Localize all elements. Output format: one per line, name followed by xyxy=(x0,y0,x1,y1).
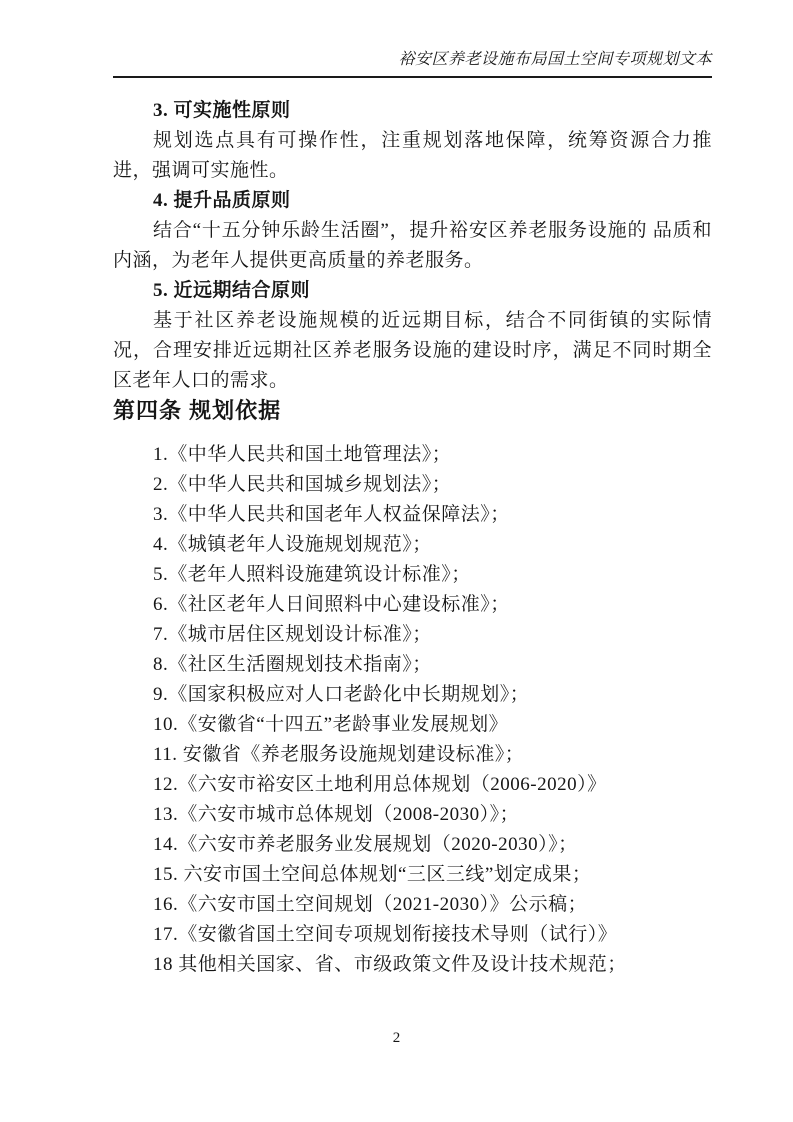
reference-item: 5.《老年人照料设施建筑设计标准》； xyxy=(153,564,471,585)
reference-item: 10.《安徽省“十四五”老龄事业发展规划》 xyxy=(153,714,509,735)
page-content xyxy=(113,96,712,980)
page-number: 2 xyxy=(392,1030,401,1046)
reference-item: 8.《社区生活圈规划技术指南》； xyxy=(153,654,432,675)
reference-item: 16.《六安市国土空间规划（2021-2030）》公示稿； xyxy=(153,894,588,915)
principle-heading-4: 4. 提升品质原则 xyxy=(153,190,291,211)
reference-item: 2.《中华人民共和国城乡规划法》； xyxy=(153,474,452,495)
reference-item: 13.《六安市城市总体规划（2008-2030）》； xyxy=(153,804,520,825)
reference-item: 4.《城镇老年人设施规划规范》； xyxy=(153,534,432,555)
article-heading: 第四条 规划依据 xyxy=(113,398,282,423)
principle-body-4: 结合“十五分钟乐龄生活圈”，提升裕安区养老服务设施的 品质和内涵，为老年人提供更高质量的养老服务。 xyxy=(113,220,712,271)
reference-item: 12.《六安市裕安区土地利用总体规划（2006-2020）》 xyxy=(153,774,607,795)
principle-heading-3: 3. 可实施性原则 xyxy=(153,100,291,121)
reference-item: 18 其他相关国家、省、市级政策文件及设计技术规范； xyxy=(153,954,627,975)
reference-item: 7.《城市居住区规划设计标准》； xyxy=(153,624,432,645)
reference-item: 9.《国家积极应对人口老龄化中长期规划》； xyxy=(153,684,530,705)
page-footer xyxy=(0,1028,793,1048)
reference-list xyxy=(113,440,712,980)
principle-heading-5: 5. 近远期结合原则 xyxy=(153,280,311,301)
header-title: 裕安区养老设施布局国土空间专项规划文本 xyxy=(398,51,712,68)
reference-item: 6.《社区老年人日间照料中心建设标准》； xyxy=(153,594,510,615)
principle-body-5: 基于社区养老设施规模的近远期目标，结合不同街镇的实际情况，合理安排近远期社区养老服务设施的建设时序，满足不同时期全区老年人口的需求。 xyxy=(113,310,712,391)
reference-item: 3.《中华人民共和国老年人权益保障法》； xyxy=(153,504,510,525)
reference-item: 1.《中华人民共和国土地管理法》； xyxy=(153,444,452,465)
principle-body-3: 规划选点具有可操作性，注重规划落地保障，统筹资源合力推进，强调可实施性。 xyxy=(113,130,712,181)
reference-item: 17.《安徽省国土空间专项规划衔接技术导则（试行）》 xyxy=(153,924,618,945)
page-header xyxy=(113,0,712,78)
reference-item: 15. 六安市国土空间总体规划“三区三线”划定成果； xyxy=(153,864,592,885)
reference-item: 11. 安徽省《养老服务设施规划建设标准》； xyxy=(153,744,525,765)
reference-item: 14.《六安市养老服务业发展规划（2020-2030）》； xyxy=(153,834,578,855)
